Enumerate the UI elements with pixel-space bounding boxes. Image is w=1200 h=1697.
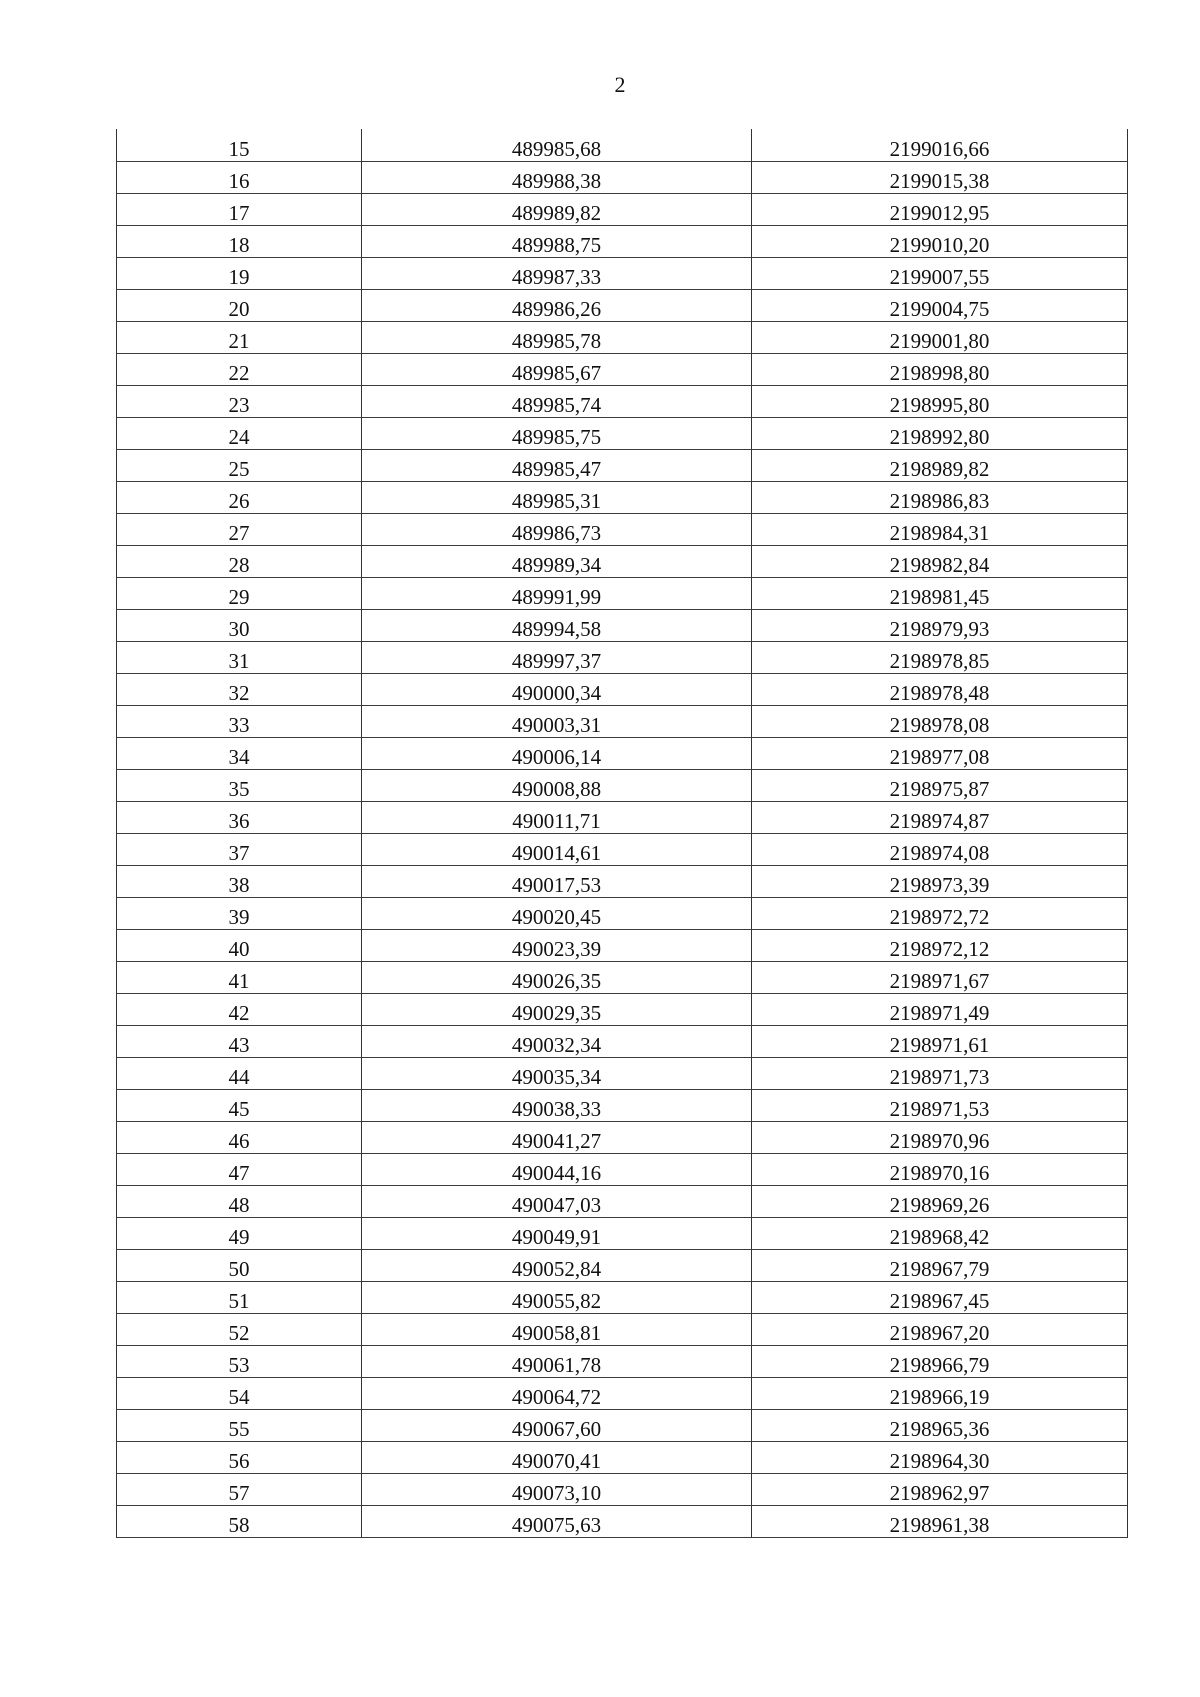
x-coordinate-cell: 490038,33 — [362, 1089, 752, 1121]
point-number-cell: 50 — [117, 1249, 362, 1281]
x-coordinate-cell: 489985,47 — [362, 449, 752, 481]
y-coordinate-cell: 2199016,66 — [752, 129, 1128, 161]
y-coordinate-cell: 2198981,45 — [752, 577, 1128, 609]
table-row — [117, 321, 1128, 353]
table-row — [117, 929, 1128, 961]
table-row — [117, 225, 1128, 257]
point-number-cell: 40 — [117, 929, 362, 961]
x-coordinate-cell: 489985,75 — [362, 417, 752, 449]
x-coordinate-cell: 490020,45 — [362, 897, 752, 929]
point-number-cell: 51 — [117, 1281, 362, 1313]
y-coordinate-cell: 2198986,83 — [752, 481, 1128, 513]
x-coordinate-cell: 490023,39 — [362, 929, 752, 961]
x-coordinate-cell: 490061,78 — [362, 1345, 752, 1377]
y-coordinate-cell: 2198977,08 — [752, 737, 1128, 769]
point-number-cell: 22 — [117, 353, 362, 385]
x-coordinate-cell: 490003,31 — [362, 705, 752, 737]
point-number-cell: 57 — [117, 1473, 362, 1505]
table-row — [117, 833, 1128, 865]
y-coordinate-cell: 2199007,55 — [752, 257, 1128, 289]
coordinates-table — [116, 129, 1128, 1538]
point-number-cell: 56 — [117, 1441, 362, 1473]
point-number-cell: 46 — [117, 1121, 362, 1153]
x-coordinate-cell: 490000,34 — [362, 673, 752, 705]
table-row — [117, 481, 1128, 513]
x-coordinate-cell: 490047,03 — [362, 1185, 752, 1217]
table-row — [117, 1345, 1128, 1377]
point-number-cell: 42 — [117, 993, 362, 1025]
y-coordinate-cell: 2198968,42 — [752, 1217, 1128, 1249]
x-coordinate-cell: 489986,73 — [362, 513, 752, 545]
y-coordinate-cell: 2198974,08 — [752, 833, 1128, 865]
table-row — [117, 1025, 1128, 1057]
y-coordinate-cell: 2198969,26 — [752, 1185, 1128, 1217]
table-row — [117, 1185, 1128, 1217]
table-row — [117, 577, 1128, 609]
y-coordinate-cell: 2198978,48 — [752, 673, 1128, 705]
y-coordinate-cell: 2198971,61 — [752, 1025, 1128, 1057]
x-coordinate-cell: 489989,82 — [362, 193, 752, 225]
page-number: 2 — [614, 72, 626, 97]
table-row — [117, 865, 1128, 897]
point-number-cell: 29 — [117, 577, 362, 609]
table-row — [117, 641, 1128, 673]
point-number-cell: 37 — [117, 833, 362, 865]
table-row — [117, 737, 1128, 769]
table-row — [117, 705, 1128, 737]
table-row — [117, 1313, 1128, 1345]
y-coordinate-cell: 2198989,82 — [752, 449, 1128, 481]
table-row — [117, 1473, 1128, 1505]
x-coordinate-cell: 490049,91 — [362, 1217, 752, 1249]
point-number-cell: 53 — [117, 1345, 362, 1377]
x-coordinate-cell: 489985,74 — [362, 385, 752, 417]
y-coordinate-cell: 2199004,75 — [752, 289, 1128, 321]
x-coordinate-cell: 490055,82 — [362, 1281, 752, 1313]
y-coordinate-cell: 2198965,36 — [752, 1409, 1128, 1441]
table-row — [117, 609, 1128, 641]
point-number-cell: 24 — [117, 417, 362, 449]
x-coordinate-cell: 489986,26 — [362, 289, 752, 321]
table-row — [117, 257, 1128, 289]
point-number-cell: 28 — [117, 545, 362, 577]
point-number-cell: 55 — [117, 1409, 362, 1441]
y-coordinate-cell: 2198967,45 — [752, 1281, 1128, 1313]
x-coordinate-cell: 489988,38 — [362, 161, 752, 193]
y-coordinate-cell: 2198998,80 — [752, 353, 1128, 385]
table-row — [117, 1377, 1128, 1409]
coordinates-table-body — [117, 129, 1128, 1537]
point-number-cell: 52 — [117, 1313, 362, 1345]
table-row — [117, 129, 1128, 161]
x-coordinate-cell: 490052,84 — [362, 1249, 752, 1281]
x-coordinate-cell: 489985,68 — [362, 129, 752, 161]
table-row — [117, 961, 1128, 993]
table-row — [117, 513, 1128, 545]
x-coordinate-cell: 490067,60 — [362, 1409, 752, 1441]
point-number-cell: 34 — [117, 737, 362, 769]
table-row — [117, 1217, 1128, 1249]
point-number-cell: 33 — [117, 705, 362, 737]
table-row — [117, 1153, 1128, 1185]
point-number-cell: 48 — [117, 1185, 362, 1217]
y-coordinate-cell: 2198966,79 — [752, 1345, 1128, 1377]
y-coordinate-cell: 2198971,53 — [752, 1089, 1128, 1121]
x-coordinate-cell: 490070,41 — [362, 1441, 752, 1473]
table-row — [117, 1249, 1128, 1281]
x-coordinate-cell: 490041,27 — [362, 1121, 752, 1153]
x-coordinate-cell: 489988,75 — [362, 225, 752, 257]
point-number-cell: 17 — [117, 193, 362, 225]
point-number-cell: 21 — [117, 321, 362, 353]
y-coordinate-cell: 2198961,38 — [752, 1505, 1128, 1537]
point-number-cell: 27 — [117, 513, 362, 545]
y-coordinate-cell: 2198995,80 — [752, 385, 1128, 417]
point-number-cell: 41 — [117, 961, 362, 993]
x-coordinate-cell: 490073,10 — [362, 1473, 752, 1505]
x-coordinate-cell: 490011,71 — [362, 801, 752, 833]
table-row — [117, 449, 1128, 481]
table-row — [117, 193, 1128, 225]
table-row — [117, 1409, 1128, 1441]
table-row — [117, 1505, 1128, 1537]
x-coordinate-cell: 489991,99 — [362, 577, 752, 609]
x-coordinate-cell: 490026,35 — [362, 961, 752, 993]
y-coordinate-cell: 2198971,49 — [752, 993, 1128, 1025]
table-row — [117, 1121, 1128, 1153]
point-number-cell: 19 — [117, 257, 362, 289]
y-coordinate-cell: 2198973,39 — [752, 865, 1128, 897]
point-number-cell: 58 — [117, 1505, 362, 1537]
point-number-cell: 32 — [117, 673, 362, 705]
y-coordinate-cell: 2198967,79 — [752, 1249, 1128, 1281]
table-row — [117, 1441, 1128, 1473]
x-coordinate-cell: 490064,72 — [362, 1377, 752, 1409]
y-coordinate-cell: 2198970,96 — [752, 1121, 1128, 1153]
point-number-cell: 45 — [117, 1089, 362, 1121]
point-number-cell: 16 — [117, 161, 362, 193]
table-row — [117, 161, 1128, 193]
point-number-cell: 18 — [117, 225, 362, 257]
y-coordinate-cell: 2198978,85 — [752, 641, 1128, 673]
y-coordinate-cell: 2199015,38 — [752, 161, 1128, 193]
table-row — [117, 673, 1128, 705]
y-coordinate-cell: 2198978,08 — [752, 705, 1128, 737]
point-number-cell: 44 — [117, 1057, 362, 1089]
table-row — [117, 897, 1128, 929]
point-number-cell: 30 — [117, 609, 362, 641]
x-coordinate-cell: 489997,37 — [362, 641, 752, 673]
point-number-cell: 38 — [117, 865, 362, 897]
point-number-cell: 39 — [117, 897, 362, 929]
x-coordinate-cell: 490035,34 — [362, 1057, 752, 1089]
table-row — [117, 769, 1128, 801]
x-coordinate-cell: 490008,88 — [362, 769, 752, 801]
table-row — [117, 417, 1128, 449]
y-coordinate-cell: 2198970,16 — [752, 1153, 1128, 1185]
table-row — [117, 353, 1128, 385]
table-row — [117, 801, 1128, 833]
point-number-cell: 31 — [117, 641, 362, 673]
y-coordinate-cell: 2198982,84 — [752, 545, 1128, 577]
table-row — [117, 289, 1128, 321]
x-coordinate-cell: 490017,53 — [362, 865, 752, 897]
y-coordinate-cell: 2198971,73 — [752, 1057, 1128, 1089]
point-number-cell: 47 — [117, 1153, 362, 1185]
point-number-cell: 20 — [117, 289, 362, 321]
y-coordinate-cell: 2198975,87 — [752, 769, 1128, 801]
y-coordinate-cell: 2198984,31 — [752, 513, 1128, 545]
table-row — [117, 993, 1128, 1025]
y-coordinate-cell: 2198964,30 — [752, 1441, 1128, 1473]
y-coordinate-cell: 2198962,97 — [752, 1473, 1128, 1505]
y-coordinate-cell: 2198967,20 — [752, 1313, 1128, 1345]
point-number-cell: 23 — [117, 385, 362, 417]
y-coordinate-cell: 2198966,19 — [752, 1377, 1128, 1409]
y-coordinate-cell: 2198971,67 — [752, 961, 1128, 993]
table-row — [117, 545, 1128, 577]
point-number-cell: 25 — [117, 449, 362, 481]
table-row — [117, 1057, 1128, 1089]
y-coordinate-cell: 2198972,12 — [752, 929, 1128, 961]
point-number-cell: 54 — [117, 1377, 362, 1409]
y-coordinate-cell: 2198974,87 — [752, 801, 1128, 833]
y-coordinate-cell: 2199012,95 — [752, 193, 1128, 225]
x-coordinate-cell: 489989,34 — [362, 545, 752, 577]
x-coordinate-cell: 490006,14 — [362, 737, 752, 769]
x-coordinate-cell: 490029,35 — [362, 993, 752, 1025]
y-coordinate-cell: 2199010,20 — [752, 225, 1128, 257]
table-row — [117, 385, 1128, 417]
x-coordinate-cell: 490032,34 — [362, 1025, 752, 1057]
point-number-cell: 26 — [117, 481, 362, 513]
x-coordinate-cell: 489985,67 — [362, 353, 752, 385]
x-coordinate-cell: 490058,81 — [362, 1313, 752, 1345]
x-coordinate-cell: 490075,63 — [362, 1505, 752, 1537]
x-coordinate-cell: 490044,16 — [362, 1153, 752, 1185]
x-coordinate-cell: 490014,61 — [362, 833, 752, 865]
point-number-cell: 49 — [117, 1217, 362, 1249]
point-number-cell: 36 — [117, 801, 362, 833]
y-coordinate-cell: 2198972,72 — [752, 897, 1128, 929]
point-number-cell: 35 — [117, 769, 362, 801]
table-row — [117, 1281, 1128, 1313]
table-row — [117, 1089, 1128, 1121]
x-coordinate-cell: 489987,33 — [362, 257, 752, 289]
x-coordinate-cell: 489994,58 — [362, 609, 752, 641]
y-coordinate-cell: 2198979,93 — [752, 609, 1128, 641]
y-coordinate-cell: 2199001,80 — [752, 321, 1128, 353]
point-number-cell: 43 — [117, 1025, 362, 1057]
point-number-cell: 15 — [117, 129, 362, 161]
x-coordinate-cell: 489985,31 — [362, 481, 752, 513]
y-coordinate-cell: 2198992,80 — [752, 417, 1128, 449]
x-coordinate-cell: 489985,78 — [362, 321, 752, 353]
